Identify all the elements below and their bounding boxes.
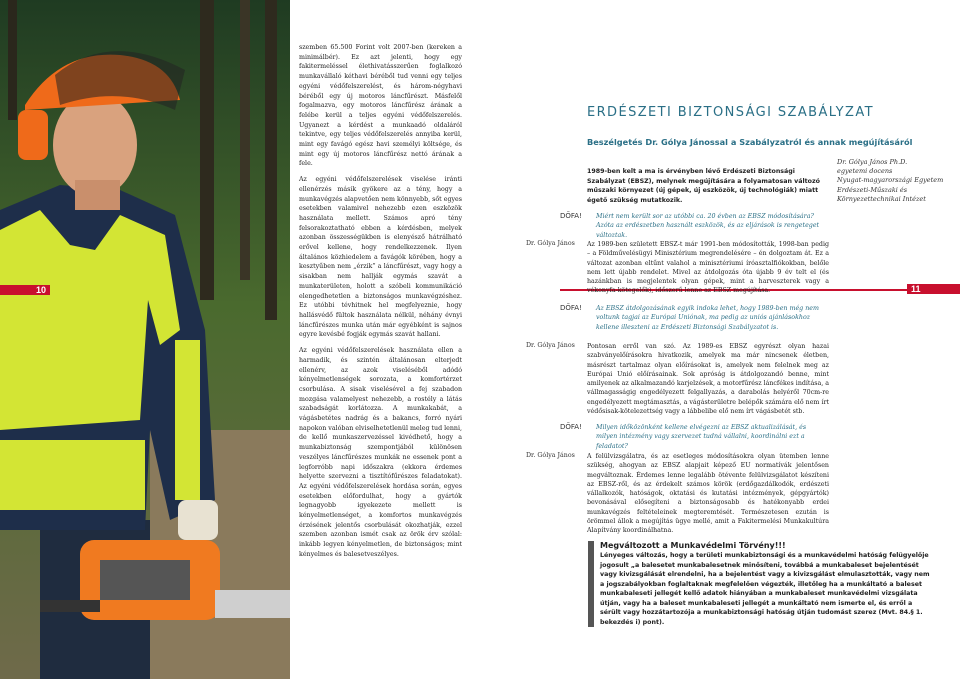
page-number-right: 11 (907, 284, 960, 294)
left-paragraph: szemben 65.500 Forint volt 2007-ben (kereken a minimálbér). Ez azt jelenti, hogy egy fakitermeléssel élethivatásszerűen foglalkozó munkavállaló kéthavi béréből tud venni egy teljes egyéni védőfelszerelést, és három-négyhavi béréből egy új motoros láncfűrészt. Másfelől fogalmazva, egy motoros láncfűrész árának a felébe kerül a teljes egyéni védőfelszerelés. Ugyanezt a kérdést a munkaadó oldaláról tekintve, egy teljes védőfelszerelés annyiba kerül, mint egy favágó egész havi személyi költsége, és mint egy új motoros láncfűrész nettó árának a fele. (299, 44, 462, 168)
question-1: Miért nem került sor az utóbbi ca. 20 évben az EBSZ módosítására? Azóta az erdészetben használt eszközök, és az eljárások is rengeteget változtak. (596, 213, 820, 239)
box-text: Lényeges változás, hogy a területi munkabiztonsági és a munkavédelmi hatóság felügyelője jogosult „a balesetet munkabalesetnek minősíteni, továbbá a munkabaleset bejelentését vagy kivizsgálását elrendelni, ha a bejelentést vagy a kivizsgálást elmulasztották, vagy nem a jogszabályokban foglaltaknak megfelelően végezték, illetőleg ha a munkáltató a baleset munkabaleseti jellegét kellő adatok hiányában a munkabaleset munkavédelmi vizsgálata útján, vagy ha a baleset munkabaleseti jellegét a munkáltató nem ismerte el, és erről a sérült vagy hozzátartozója a munkabiztonsági hatóság útján tudomást szerez (Mvt. 84.§ 1. bekezdés i) pont). (600, 552, 930, 626)
author-institute: Erdészeti-Műszaki és Környezettechnikai Intézet (837, 185, 926, 203)
interviewer-label: DŐFA! (560, 304, 582, 312)
answer-1: Az 1989-ben született EBSZ-t már 1991-ben módosították, 1998-ban pedig – a Földművelésügyi Minisztérium megrendelésére – én dolgoztam át. Ez a változat azonban eltűnt valahol a minisztériumi íróasztalfiókokban, belőle nem lett újabb rendelet. Mivel az átdolgozás óta újabb 9 év telt el (és hazánkban is megjelentek olyan gépek, mint a harveszterek vagy a vékonyfa-kötegelők), időszerű lenne az EBSZ megújítása. (587, 241, 829, 295)
worker-photo (0, 0, 290, 679)
interviewer-label: DŐFA! (560, 423, 582, 431)
answer-2: Pontosan erről van szó. Az 1989-es EBSZ egyrészt olyan hazai szabványelőírásokra hivatkozik, amelyek ma már nincsenek életben, másrészt tartalmaz olyan előírásokat is, amelyek nem felelnek meg az Európai Unió előírásainak. Sok apróság is átdolgozandó benne, mint amilyenek az alkalmazandó karjelzések, a motorfűrész láncfékes indítása, a vállmagasságig engedélyezett felgallyazás, a darabolás helyéről 70cm-re engedélyezett megtámasztás, a vágásterületre belépők számára elő nem írt védősisak-kötelezettség vagy a lábbelibe elő nem írt vágásbetét stb. (587, 343, 829, 416)
interviewer-label: DŐFA! (560, 212, 582, 220)
respondent-label: Dr. Gólya János (526, 240, 575, 247)
question-3: Milyen időközönként kellene elvégezni az EBSZ aktualizálását, és milyen intézmény vagy szervezet tudná vállalni, koordinálni ezt a feladatot? (596, 424, 807, 450)
author-university: Nyugat-magyarországi Egyetem (837, 176, 944, 185)
article-title: ERDÉSZETI BIZTONSÁGI SZABÁLYZAT (587, 105, 874, 120)
law-change-box (588, 541, 930, 627)
respondent-label: Dr. Gólya János (526, 452, 575, 459)
article-subtitle: Beszélgetés Dr. Gólya Jánossal a Szabályzatról és annak megújításáról (587, 137, 913, 147)
question-2: Az EBSZ átdolgozásának egyik indoka lehet, hogy 1989-ben még nem voltunk tagjai az Európai Uniónak, ma pedig az uniós ajánlásokhoz kellene illeszteni az Erdészeti Biztonsági Szabályzatot is. (596, 305, 819, 331)
article-lead: 1989-ben kelt a ma is érvényben lévő Erdészeti Biztonsági Szabályzat (EBSZ), melynek megújítására a folyamatosan változó műszaki környezet (új gépek, új eszközök, új technológiák) miatt égető szükség mutatkozik. (587, 168, 820, 204)
respondent-label: Dr. Gólya János (526, 342, 575, 349)
author-role: egyetemi docens (837, 167, 893, 176)
left-paragraph: Az egyéni védőfelszerelések viselése iránti ellenérzés másik gyökere az a tény, hogy a munkavégzés alapvetően nem könnyebb, sőt egyes esetekben valamivel nehezebb ezen eszközök használata mellett. Számos apró tény felsorakoztatható ebben a kérdésben, melyek azonban összességükben is elenyésző hátrálható erővel kellene, hogy rendelkezzenek. Ilyen általános közhiedelem a favágók körében, hogy a kesztyűben nem „érzik” a láncfűrészt, vagy hogy a sisakban nem hallják egymás szavát a munkaterületen, holott a szóbeli kommunikáció elengedhetetlen a biztonságos munkavégzéshez. Ez utóbbi tévhitnek hel megfelyeznie, hogy hallásvédő fültok használata nélkül, néhány évnyi láncfűrészes munka után már egyébként is sajnos egyre kevésbé fogják egymás szavát hallani. (299, 176, 462, 339)
left-paragraph: Az egyéni védőfelszerelések használata ellen a harmadik, és szintén általánosan elterjedt ellenérv, az azok viseléséből adódó kényelmetlenségek sorozata, a komfortérzet csorbulása. A sisak viselésével a fej szabadon mozgása valamelyest nehezebb, a rostély a látás szabadságát korlátozza. A munkakabát, a vágásbetétes nadrág és a bakancs, forró nyári napokon valóban elviselhetetlenül meleg tud lenni, de kellő munkaszervezéssel kivédhető, hogy a munkabiztonság szempontjából különösen veszélyes láncfűrészes munkák ne essenek pont a legforróbb napi időszakra (ekkora érdemes helyette szervezni a tisztítófűrészes feladatokat). Az egyéni védőfelszerelések hordása során, egyes esetekben előfordulhat, hogy a gyártók legnagyobb igyekezete mellett is kényelmetlenséget, a komfortos munkavégzés érzésének jelentős csorbulását okozhatják, ezzel szemben azonban ismét csak az örök érv szólal: inkább legyen kényelmetlen, de biztonságos; mint kényelmes és balesetveszélyes. (299, 347, 462, 558)
author-name: Dr. Gólya János Ph.D. (837, 158, 908, 166)
answer-3: A felülvizsgálatra, és az esetleges módosításokra olyan ütemben lenne szükség, ahogyan az EBSZ alapjait képező EU normatívák jelentősen megváltoznak. Érdemes lenne legalább ötévente felülvizsgálatot készíteni az EBSZ-ről, és az érdekelt számos körök (erdőgazdálkodók, erdészeti vállalkozók, hatóságok, oktatási és kutatási intézmények, gépgyártók) bevonásával elősegíteni a biztonságosabb és hatékonyabb erdei munkavégzés feltételeinek megteremtését. Természetesen ezután is örömmel állok a megújítás ügye mellé, amit a Fakitermelési Munkakultúra Alapítvány koordinálhatna. (587, 453, 829, 535)
box-title: Megváltozott a Munkavédelmi Törvény!!! (600, 541, 786, 550)
page-number-left: 10 (0, 285, 50, 295)
author-block (837, 158, 955, 204)
left-text-column (299, 43, 462, 566)
